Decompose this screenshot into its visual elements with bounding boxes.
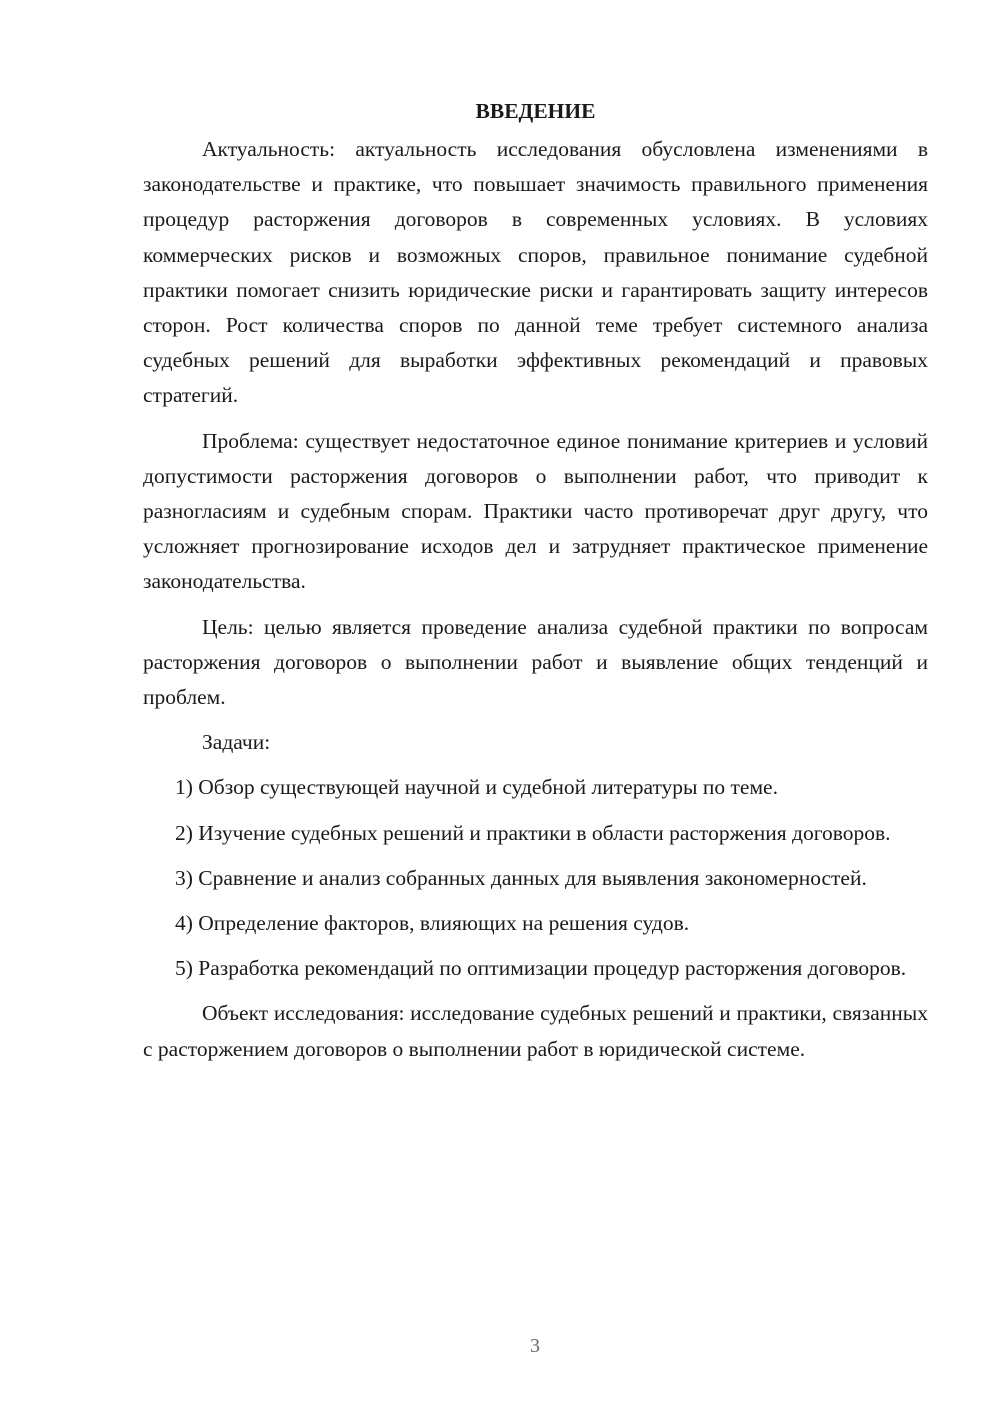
task-item: 5) Разработка рекомендаций по оптимизации процедур расторжения договоров. [175,956,907,981]
task-item: 3) Сравнение и анализ собранных данных для выявления закономерностей. [175,865,867,890]
page-content [143,96,928,1077]
goal-paragraph: Цель: целью является проведение анализа судебной практики по вопросам расторжения договоров о выполнении работ и выявление общих тенденций и проблем. [143,614,928,710]
object-paragraph: Объект исследования: исследование судебных решений и практики, связанных с расторжением договоров о выполнении работ в юридической системе. [143,1001,928,1061]
task-item: 2) Изучение судебных решений и практики в области расторжения договоров. [175,820,891,845]
page-title: ВВЕДЕНИЕ [475,99,596,123]
problem-paragraph: Проблема: существует недостаточное единое понимание критериев и условий допустимости расторжения договоров о выполнении работ, что приводит к разногласиям и судебным спорам. Практики часто противоречат друг другу, что усложняет прогнозирование исходов дел и затрудняет практическое применение законодательства. [143,428,928,594]
task-item: 1) Обзор существующей научной и судебной литературы по теме. [175,775,778,800]
relevance-paragraph: Актуальность: актуальность исследования обусловлена изменениями в законодательстве и практике, что повышает значимость правильного применения процедур расторжения договоров в современных условиях. В условиях коммерческих рисков и возможных споров, правильное понимание судебной практики помогает снизить юридические риски и гарантировать защиту интересов сторон. Рост количества споров по данной теме требует системного анализа судебных решений для выработки эффективных рекомендаций и правовых стратегий. [143,137,928,408]
tasks-heading: Задачи: [202,730,271,755]
page-number: 3 [530,1335,540,1357]
task-item: 4) Определение факторов, влияющих на решения судов. [175,911,690,936]
